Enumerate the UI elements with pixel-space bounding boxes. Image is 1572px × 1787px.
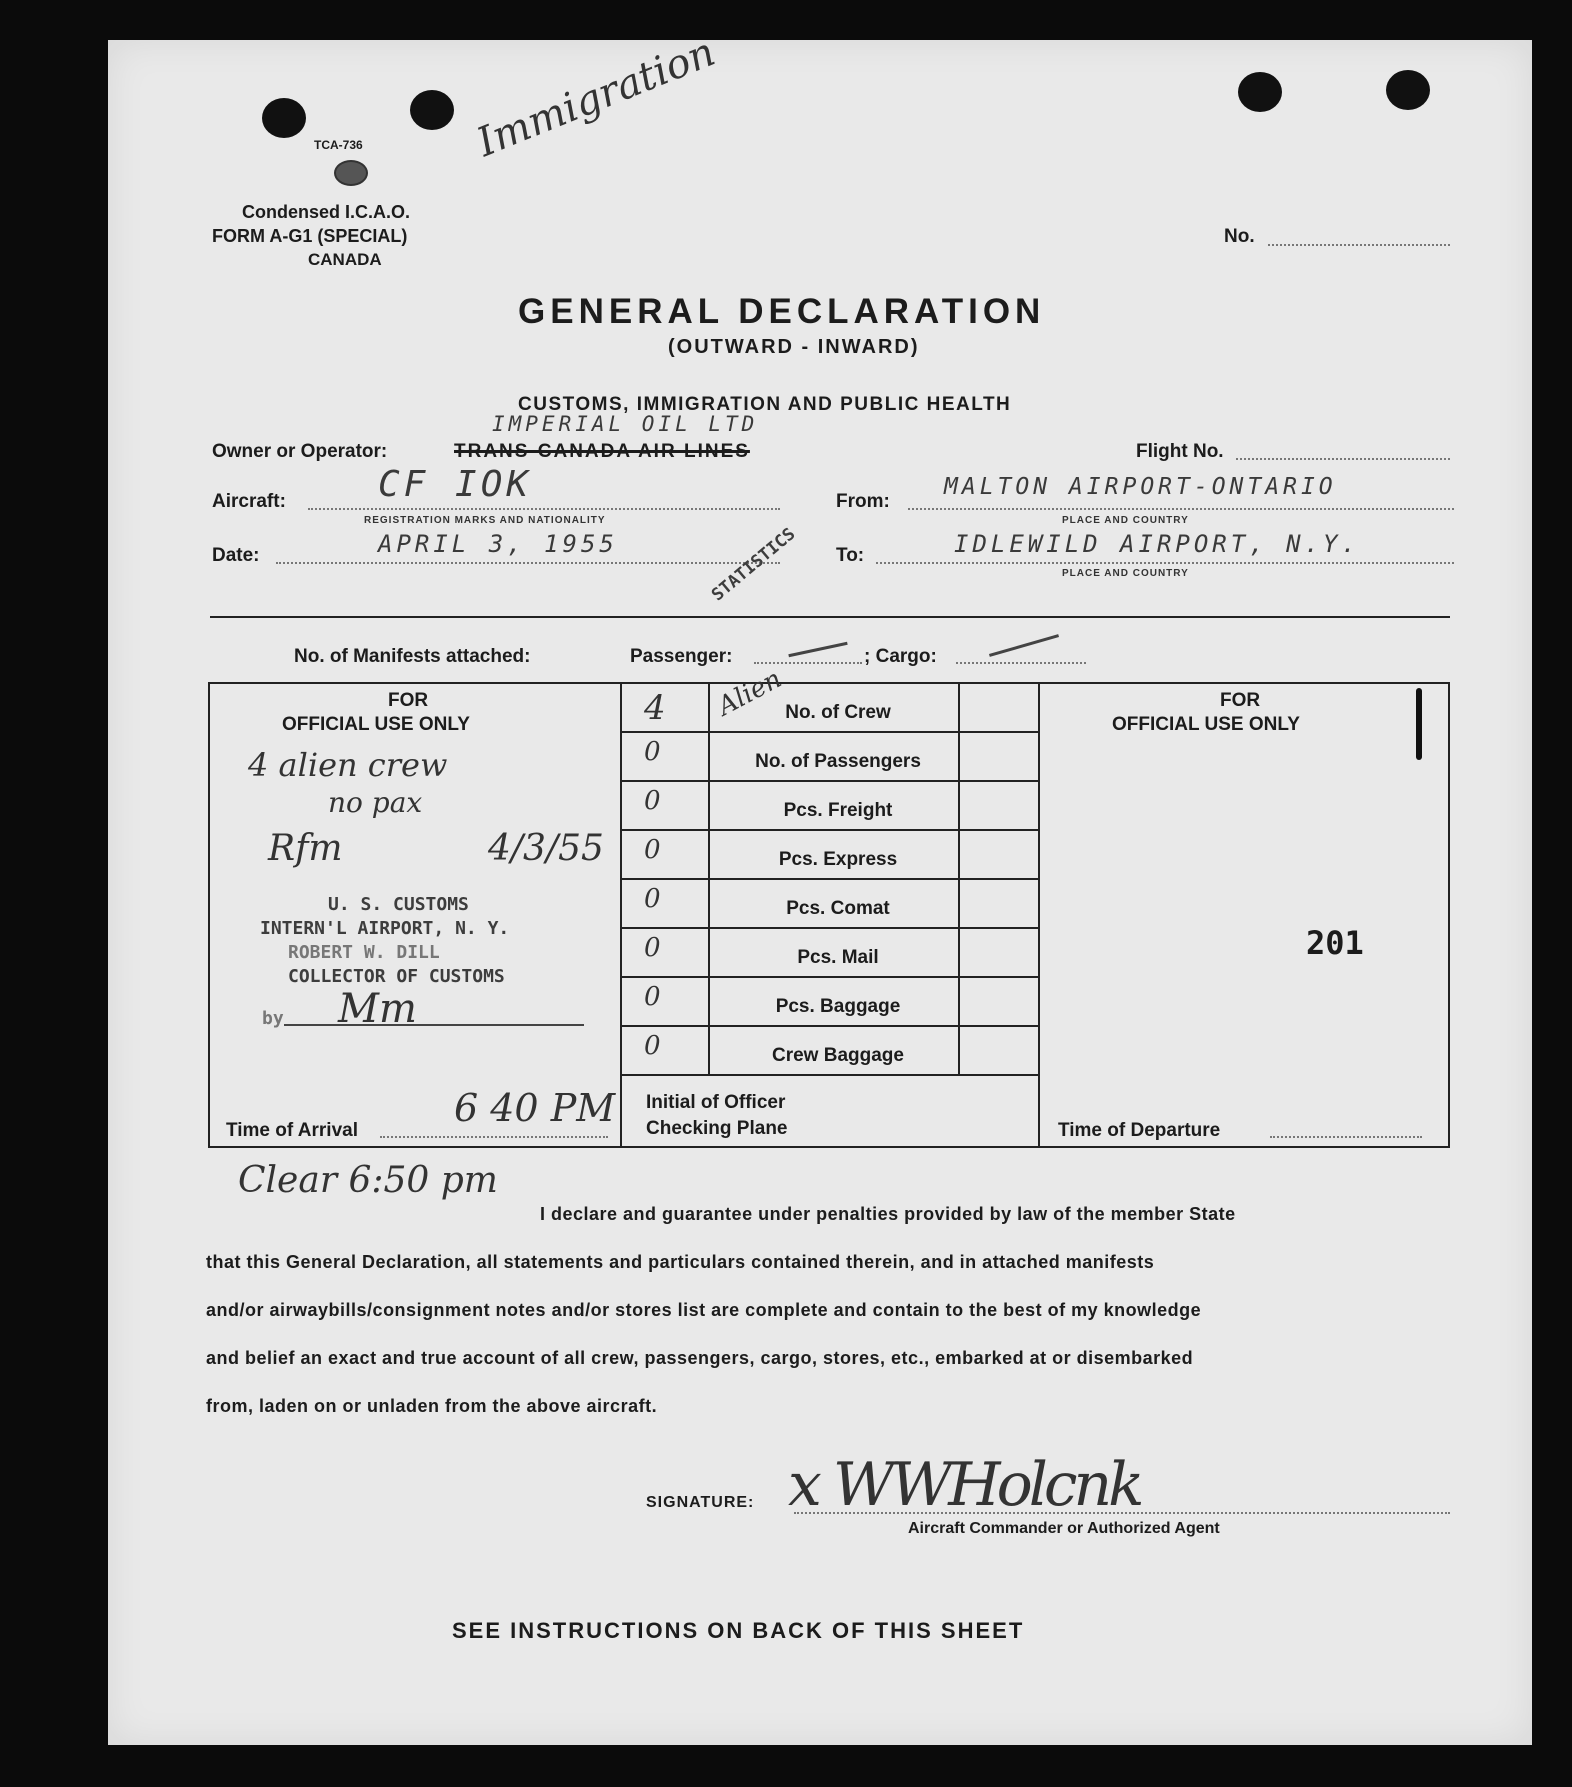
count-label: No. of Crew bbox=[785, 702, 891, 723]
left-box-heading-2: OFFICIAL USE ONLY bbox=[282, 714, 470, 735]
form-code: TCA-736 bbox=[314, 138, 363, 152]
count-value: 4 bbox=[644, 688, 666, 728]
declaration-line-3: and/or airwaybills/consignment notes and/or stores list are complete and contain to the best of my knowledge bbox=[206, 1300, 1202, 1320]
count-value: 0 bbox=[644, 835, 661, 865]
passenger-label: Passenger: bbox=[630, 646, 733, 667]
cargo-dash-mark bbox=[989, 634, 1059, 657]
no-field bbox=[1268, 244, 1450, 246]
cleared-note: Clear 6:50 pm bbox=[238, 1160, 498, 1201]
count-value: 0 bbox=[644, 884, 661, 914]
count-label: Crew Baggage bbox=[772, 1045, 904, 1066]
customs-signature-line bbox=[284, 1024, 584, 1026]
aircraft-caption: REGISTRATION MARKS AND NATIONALITY bbox=[364, 515, 606, 526]
declaration-line-1: I declare and guarantee under penalties provided by law of the member State bbox=[540, 1204, 1236, 1224]
flight-label: Flight No. bbox=[1136, 441, 1224, 462]
owner-printed: TRANS-CANADA AIR LINES bbox=[454, 441, 750, 462]
owner-label: Owner or Operator: bbox=[212, 441, 388, 462]
page-title: GENERAL DECLARATION bbox=[518, 292, 1046, 331]
initial-officer-line-1: Initial of Officer bbox=[646, 1092, 786, 1113]
count-row-divider bbox=[620, 731, 1040, 733]
punch-hole bbox=[262, 98, 306, 138]
count-value: 0 bbox=[644, 982, 661, 1012]
count-row-divider bbox=[620, 878, 1040, 880]
from-value: MALTON AIRPORT-ONTARIO bbox=[944, 474, 1337, 500]
count-extra: Alien bbox=[712, 663, 787, 723]
aircraft-field bbox=[308, 508, 780, 510]
statistics-stamp: STATISTICS bbox=[708, 524, 800, 606]
count-label: Pcs. Baggage bbox=[775, 996, 901, 1017]
left-note-initials: Rfm bbox=[268, 828, 343, 869]
from-label: From: bbox=[836, 491, 890, 512]
no-label: No. bbox=[1224, 226, 1255, 247]
count-value: 0 bbox=[644, 786, 661, 816]
form-line-2: FORM A-G1 (SPECIAL) bbox=[212, 226, 408, 246]
left-note-2: no pax bbox=[328, 786, 423, 819]
to-field bbox=[876, 562, 1454, 564]
aircraft-value: CF IOK bbox=[378, 464, 533, 505]
cargo-field bbox=[956, 662, 1086, 664]
document-number: 201 bbox=[1306, 924, 1364, 962]
divider bbox=[210, 616, 1450, 618]
aircraft-label: Aircraft: bbox=[212, 491, 286, 512]
arrival-value: 6 40 PM bbox=[454, 1086, 616, 1130]
from-caption: PLACE AND COUNTRY bbox=[1062, 515, 1189, 526]
arrival-field bbox=[380, 1136, 608, 1138]
count-row-divider bbox=[620, 927, 1040, 929]
date-value: APRIL 3, 1955 bbox=[378, 530, 618, 558]
arrival-label: Time of Arrival bbox=[226, 1120, 358, 1141]
left-box-heading-1: FOR bbox=[388, 690, 429, 711]
count-value: 0 bbox=[644, 737, 661, 767]
to-label: To: bbox=[836, 545, 865, 566]
to-caption: PLACE AND COUNTRY bbox=[1062, 568, 1189, 579]
count-label: Pcs. Mail bbox=[797, 947, 879, 968]
from-field bbox=[908, 508, 1454, 510]
table-divider-left bbox=[620, 682, 622, 1148]
to-value: IDLEWILD AIRPORT, N.Y. bbox=[954, 530, 1360, 558]
customs-stamp-3: ROBERT W. DILL bbox=[288, 942, 440, 963]
date-field bbox=[276, 562, 780, 564]
count-value: 0 bbox=[644, 1031, 661, 1061]
handwritten-note: Immigration bbox=[470, 29, 722, 167]
punch-hole bbox=[410, 90, 454, 130]
commander-signature-icon: x WWHolcnk bbox=[788, 1450, 1141, 1520]
declaration-line-2: that this General Declaration, all statements and particulars contained therein, and in attached manifests bbox=[206, 1252, 1155, 1272]
owner-handwritten: IMPERIAL OIL LTD bbox=[492, 412, 759, 436]
count-table-bottom bbox=[620, 1074, 1040, 1076]
count-row-divider bbox=[620, 1025, 1040, 1027]
signature-label: SIGNATURE: bbox=[646, 1494, 755, 1511]
departure-field bbox=[1270, 1136, 1422, 1138]
union-logo-icon bbox=[334, 160, 368, 186]
customs-stamp-2: INTERN'L AIRPORT, N. Y. bbox=[260, 918, 510, 939]
right-box-heading-1: FOR bbox=[1220, 690, 1261, 711]
form-sheet bbox=[108, 29, 1532, 1745]
date-label: Date: bbox=[212, 545, 260, 566]
declaration-line-5: from, laden on or unladen from the above aircraft. bbox=[206, 1396, 658, 1416]
initial-officer-line-2: Checking Plane bbox=[646, 1118, 788, 1139]
departure-label: Time of Departure bbox=[1058, 1120, 1221, 1141]
punch-hole bbox=[1386, 70, 1430, 110]
count-row-divider bbox=[620, 976, 1040, 978]
left-note-1: 4 alien crew bbox=[248, 746, 448, 784]
count-label: No. of Passengers bbox=[755, 751, 921, 772]
manifests-label: No. of Manifests attached: bbox=[294, 646, 531, 667]
customs-stamp-1: U. S. CUSTOMS bbox=[328, 894, 469, 915]
right-box-ink-mark bbox=[1416, 688, 1422, 760]
left-note-3: 4/3/55 bbox=[488, 828, 604, 869]
count-row-divider bbox=[620, 829, 1040, 831]
count-label: Pcs. Comat bbox=[786, 898, 890, 919]
cargo-label: ; Cargo: bbox=[864, 646, 937, 667]
count-row-divider bbox=[620, 780, 1040, 782]
count-label: Pcs. Express bbox=[778, 849, 898, 870]
count-label: Pcs. Freight bbox=[783, 800, 893, 821]
passenger-dash-mark bbox=[788, 642, 847, 657]
count-value: 0 bbox=[644, 933, 661, 963]
subject-line: CUSTOMS, IMMIGRATION AND PUBLIC HEALTH bbox=[518, 394, 1012, 415]
right-box-heading-2: OFFICIAL USE ONLY bbox=[1112, 714, 1300, 735]
punch-hole bbox=[1238, 72, 1282, 112]
signature-caption: Aircraft Commander or Authorized Agent bbox=[908, 1520, 1220, 1537]
table-divider-right bbox=[1038, 682, 1040, 1148]
customs-stamp-5: by bbox=[262, 1008, 284, 1029]
form-line-3: CANADA bbox=[308, 250, 382, 269]
form-line-1: Condensed I.C.A.O. bbox=[242, 202, 411, 222]
declaration-line-4: and belief an exact and true account of all crew, passengers, cargo, stores, etc., embarked at or disembarked bbox=[206, 1348, 1194, 1368]
page-subtitle: (OUTWARD - INWARD) bbox=[668, 336, 920, 358]
customs-officer-signature-icon: Mm bbox=[338, 986, 417, 1032]
footer-instructions: SEE INSTRUCTIONS ON BACK OF THIS SHEET bbox=[452, 1618, 1025, 1643]
flight-field bbox=[1236, 458, 1450, 460]
customs-stamp-4: COLLECTOR OF CUSTOMS bbox=[288, 966, 505, 987]
